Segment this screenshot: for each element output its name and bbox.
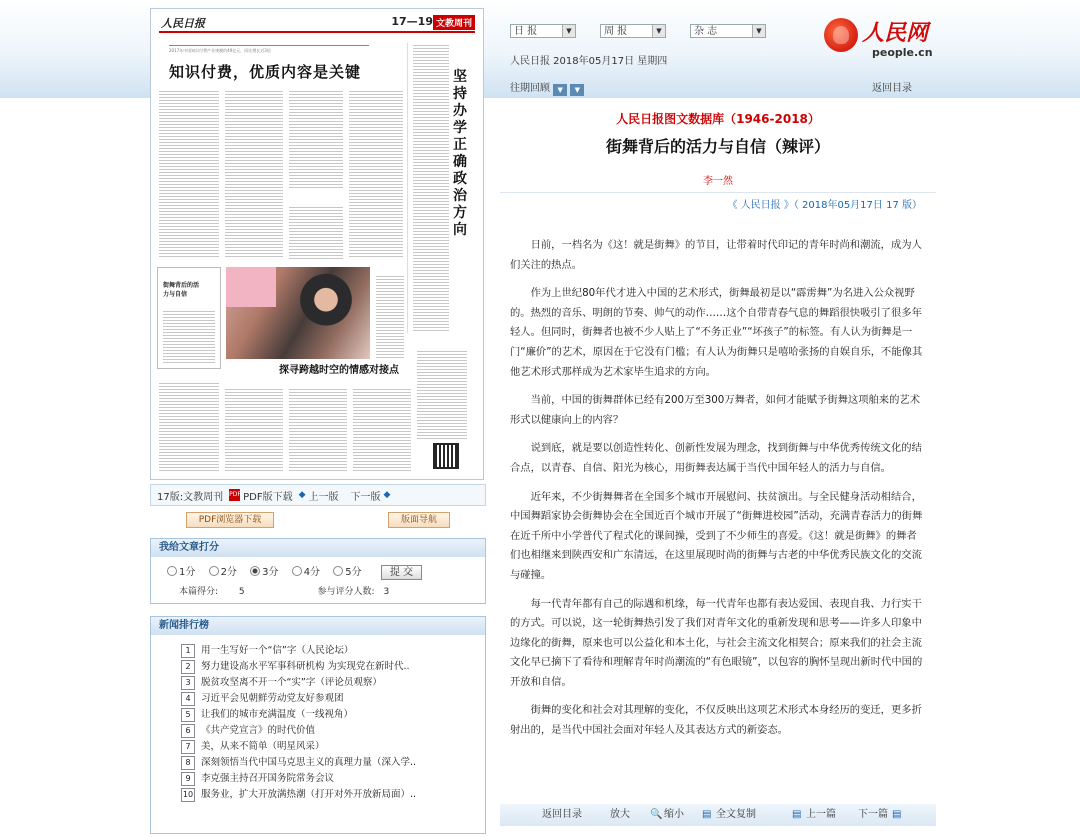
news-ranking-list [151,635,485,833]
logo-text-cn: 人民网 [862,20,929,46]
count-label: 参与评分人数: [317,587,375,597]
paper-vertical-title: 坚持办学正确政治方向 [453,69,467,238]
article-paragraph: 作为上世纪80年代才进入中国的艺术形式，街舞最初是以“霹雳舞”为名进入公众视野的。热烈的音乐、明朗的节奏、帅气的动作……这个自带青春气息的舞蹈很快吸引了很多年轻人。但同时，街舞者也被不少人贴上了“不务正业”“坏孩子”的标签。有人认为街舞是一门“廉价”的艺术，原因在于它没有门槛；有人认为街舞只是嘻哈张扬的自娱自乐，不能像其他艺术形式那样成为艺术家毕生追求的方向。 [510,287,923,378]
news-ranking-item-title: 用一生写好一个“信”字（人民论坛） [201,645,354,656]
news-ranking-item-title: 努力建设高水平军事科研机构 为实现党在新时代.. [201,661,410,672]
radio-icon [292,566,302,576]
radio-selected-icon [250,566,260,576]
news-ranking-item-title: 让我们的城市充满温度（一线视角） [201,709,354,720]
article-paragraph: 当前，中国的街舞群体已经有200万至300万舞者，如何才能赋予街舞这项舶来的艺术形式以健康向上的内容？ [510,394,920,426]
article-paragraph: 日前，一档名为《这！就是街舞》的节目，让带着时代印记的青年时尚和潮流，成为人们关注的热点。 [510,239,922,271]
news-ranking-item-title: 《共产党宣言》的时代价值 [201,725,316,736]
copy-icon: ▤ [702,809,712,820]
rank-number: 8 [181,756,195,770]
page-bar-label: 17版:文教周刊 [157,491,224,503]
paper-text-column [225,89,283,259]
page-bar [150,484,486,506]
paper-text-column [159,381,219,471]
rating-panel [150,538,486,604]
paper-text-column [353,387,411,471]
radio-icon [167,566,177,576]
article-paragraph: 街舞的变化和社会对其理解的变化，不仅反映出这项艺术形式本身经历的变迁，更多折射出的，是当代中国社会面对年轻人及其表达方式的新姿态。 [510,704,922,737]
news-ranking-item[interactable] [181,643,421,659]
logo-mark-icon [824,18,858,52]
news-ranking-item[interactable] [181,787,421,803]
paper-section: 文教周刊 [433,15,475,30]
rank-number: 9 [181,772,195,786]
copy-all-button[interactable]: 全文复制 [716,809,756,820]
zoom-in-button[interactable]: 放大 [610,809,630,820]
rank-number: 6 [181,724,195,738]
database-title: 人民日报图文数据库（1946-2018） [616,112,820,126]
people-logo[interactable] [824,14,944,60]
next-article-icon: ▤ [892,809,902,820]
article-paragraph: 近年来，不少街舞舞者在全国多个城市开展慰问、扶贫演出。与全民健身活动相结合，中国舞蹈家协会街舞协会在全国近百个城市开展了“街舞进校园”活动，充满青春活力的街舞在近千所中小学普代了程式化的课间操，受到了不少师生的喜爱。《这！就是街舞》的舞者们也相继来到陕西安和广东清远，在这里展现时尚的街舞与古老的中华优秀民族文化的交流与碰撞。 [510,490,923,581]
news-ranking-panel [150,616,486,834]
radio-icon [333,566,343,576]
divider [500,192,936,193]
rank-number: 1 [181,644,195,658]
chevron-down-icon: ▼ [652,25,665,37]
weekly-select[interactable]: 周 报 ▼ [600,24,666,38]
article-paragraph: 说到底，就是要以创造性转化、创新性发展为理念，找到街舞与中华优秀传统文化的结合点，以青春、自信、阳光为核心，用街舞表达属于当代中国年轻人的活力与自信。 [510,442,922,474]
article-panel [500,104,936,838]
news-ranking-item[interactable] [181,771,421,787]
rank-number: 5 [181,708,195,722]
left-column [150,8,486,834]
next-page-icon: ◆ [383,490,391,500]
qr-code-icon [433,443,459,469]
chevron-down-icon[interactable]: ▼ [570,84,584,96]
rank-number: 3 [181,676,195,690]
paper-text-column [417,349,467,439]
rating-options [151,557,485,603]
chevron-down-icon[interactable]: ▼ [553,84,567,96]
past-issues-label: 往期回顾 [510,83,550,94]
news-ranking-item[interactable] [181,675,421,691]
pdf-browser-download-button[interactable]: PDF浏览器下载 [186,512,274,528]
article-body [510,236,926,750]
rating-stats [167,584,469,597]
radio-icon [209,566,219,576]
rank-number: 2 [181,660,195,674]
paper-photo-person [291,271,361,353]
pdf-download-link[interactable]: PDF版下载 [243,491,293,503]
paper-headline: 知识付费，优质内容是关键 [169,63,362,81]
back-to-index-link[interactable]: 返回目录 [872,83,912,94]
news-ranking-title: 新闻排行榜 [151,617,485,635]
prev-page-icon: ◆ [298,490,306,500]
paper-text-column [289,205,343,259]
button-row [150,506,486,534]
news-ranking-item[interactable] [181,691,421,707]
pdf-icon: PDF [229,489,240,501]
article-author: 李一然 [703,176,733,187]
news-ranking-item-title: 美，从来不简单（明星风采） [201,741,325,752]
article-toolbar [500,804,936,826]
past-issues[interactable] [510,79,584,96]
news-ranking-item-title: 服务业，扩大开放满热潮（打开对外开放新局面）.. [201,789,417,800]
next-page-link[interactable]: 下一版 [350,491,381,503]
paper-box-title: 街舞背后的活力与自信 [163,282,200,298]
news-ranking-item[interactable] [181,723,421,739]
daily-select[interactable]: 日 报 ▼ [510,24,576,38]
article-paragraph: 每一代青年都有自己的际遇和机缘，每一代青年也都有表达爱国、表现自我、力行实干的方式。可以说，这一轮街舞热引发了我们对青年文化的重新发现和思考——许多人印象中边缘化的街舞，原来也可以公益化和本土化，与社会主流文化相契合；原来我们的社会主流文化早已摘下了看待和理解青年时尚潮流的“有色眼镜”，以包容的胸怀呈现出新时代中国的开放和自信。 [510,597,923,688]
news-ranking-item-title: 深刻领悟当代中国马克思主义的真理力量（深入学.. [201,757,417,768]
news-ranking-item-title: 习近平会见朝鲜劳动党友好参观团 [201,693,344,704]
paper-text-column [376,274,404,359]
rating-option-4[interactable]: 4分 [292,567,320,578]
zoom-out-icon: 🔍 [650,809,663,820]
paper-text-column [413,43,449,333]
rating-option-1[interactable]: 1分 [167,567,195,578]
prev-page-link[interactable]: 上一版 [308,491,339,503]
paper-page-range: 17—19 [391,15,433,28]
paper-text-column [349,89,403,259]
magazine-select[interactable]: 杂 志 ▼ [690,24,766,38]
rating-panel-title: 我给文章打分 [151,539,485,557]
news-ranking-item[interactable] [181,659,421,675]
news-ranking-item-title: 脱贫攻坚离不开一个“实”字（评论员观察） [201,677,382,688]
next-article-button[interactable]: 下一篇 [858,809,888,820]
news-ranking-item[interactable] [181,739,421,755]
prev-article-icon: ▤ [792,809,802,820]
rating-option-5[interactable]: 5分 [333,567,361,578]
rating-option-3[interactable]: 3分 [250,567,278,578]
paper-text-column [159,89,219,259]
paper-text-column [289,387,347,471]
zoom-out-button[interactable]: 缩小 [664,809,684,820]
paper-subheadline: 探寻跨越时空的情感对接点 [279,365,399,376]
chevron-down-icon: ▼ [752,25,765,37]
paper-photo-inset [226,267,276,307]
paper-kicker: 2017年中国知识付费产业规模约49亿元，同比增长近3倍 [169,45,369,54]
score-value: 5 [238,587,245,597]
rank-number: 4 [181,692,195,706]
article-source: 《 人民日报 》（ 2018年05月17日 17 版） [727,200,922,211]
rating-submit-button[interactable]: 提 交 [381,565,422,580]
article-title: 街舞背后的活力与自信（辣评） [605,137,830,156]
logo-text-en: people.cn [872,46,933,59]
count-value: 3 [383,587,390,597]
score-label: 本篇得分: [179,587,219,597]
rank-number: 10 [181,788,195,802]
paper-text-column [225,387,283,471]
news-ranking-item-title: 李克强主持召开国务院常务会议 [201,773,335,784]
back-to-index-button[interactable]: 返回目录 [542,809,582,820]
rank-number: 7 [181,740,195,754]
paper-masthead-bar [159,15,475,33]
rating-option-2[interactable]: 2分 [209,567,237,578]
news-ranking-item[interactable] [181,707,421,723]
newspaper-page-thumbnail[interactable] [150,8,484,480]
news-ranking-item[interactable] [181,755,421,771]
chevron-down-icon: ▼ [562,25,575,37]
page-nav-button[interactable]: 版面导航 [388,512,450,528]
prev-article-button[interactable]: 上一篇 [806,809,836,820]
issue-date: 人民日报 2018年05月17日 星期四 [510,56,668,67]
paper-masthead: 人民日报 [161,17,205,30]
paper-text-column [289,89,343,189]
